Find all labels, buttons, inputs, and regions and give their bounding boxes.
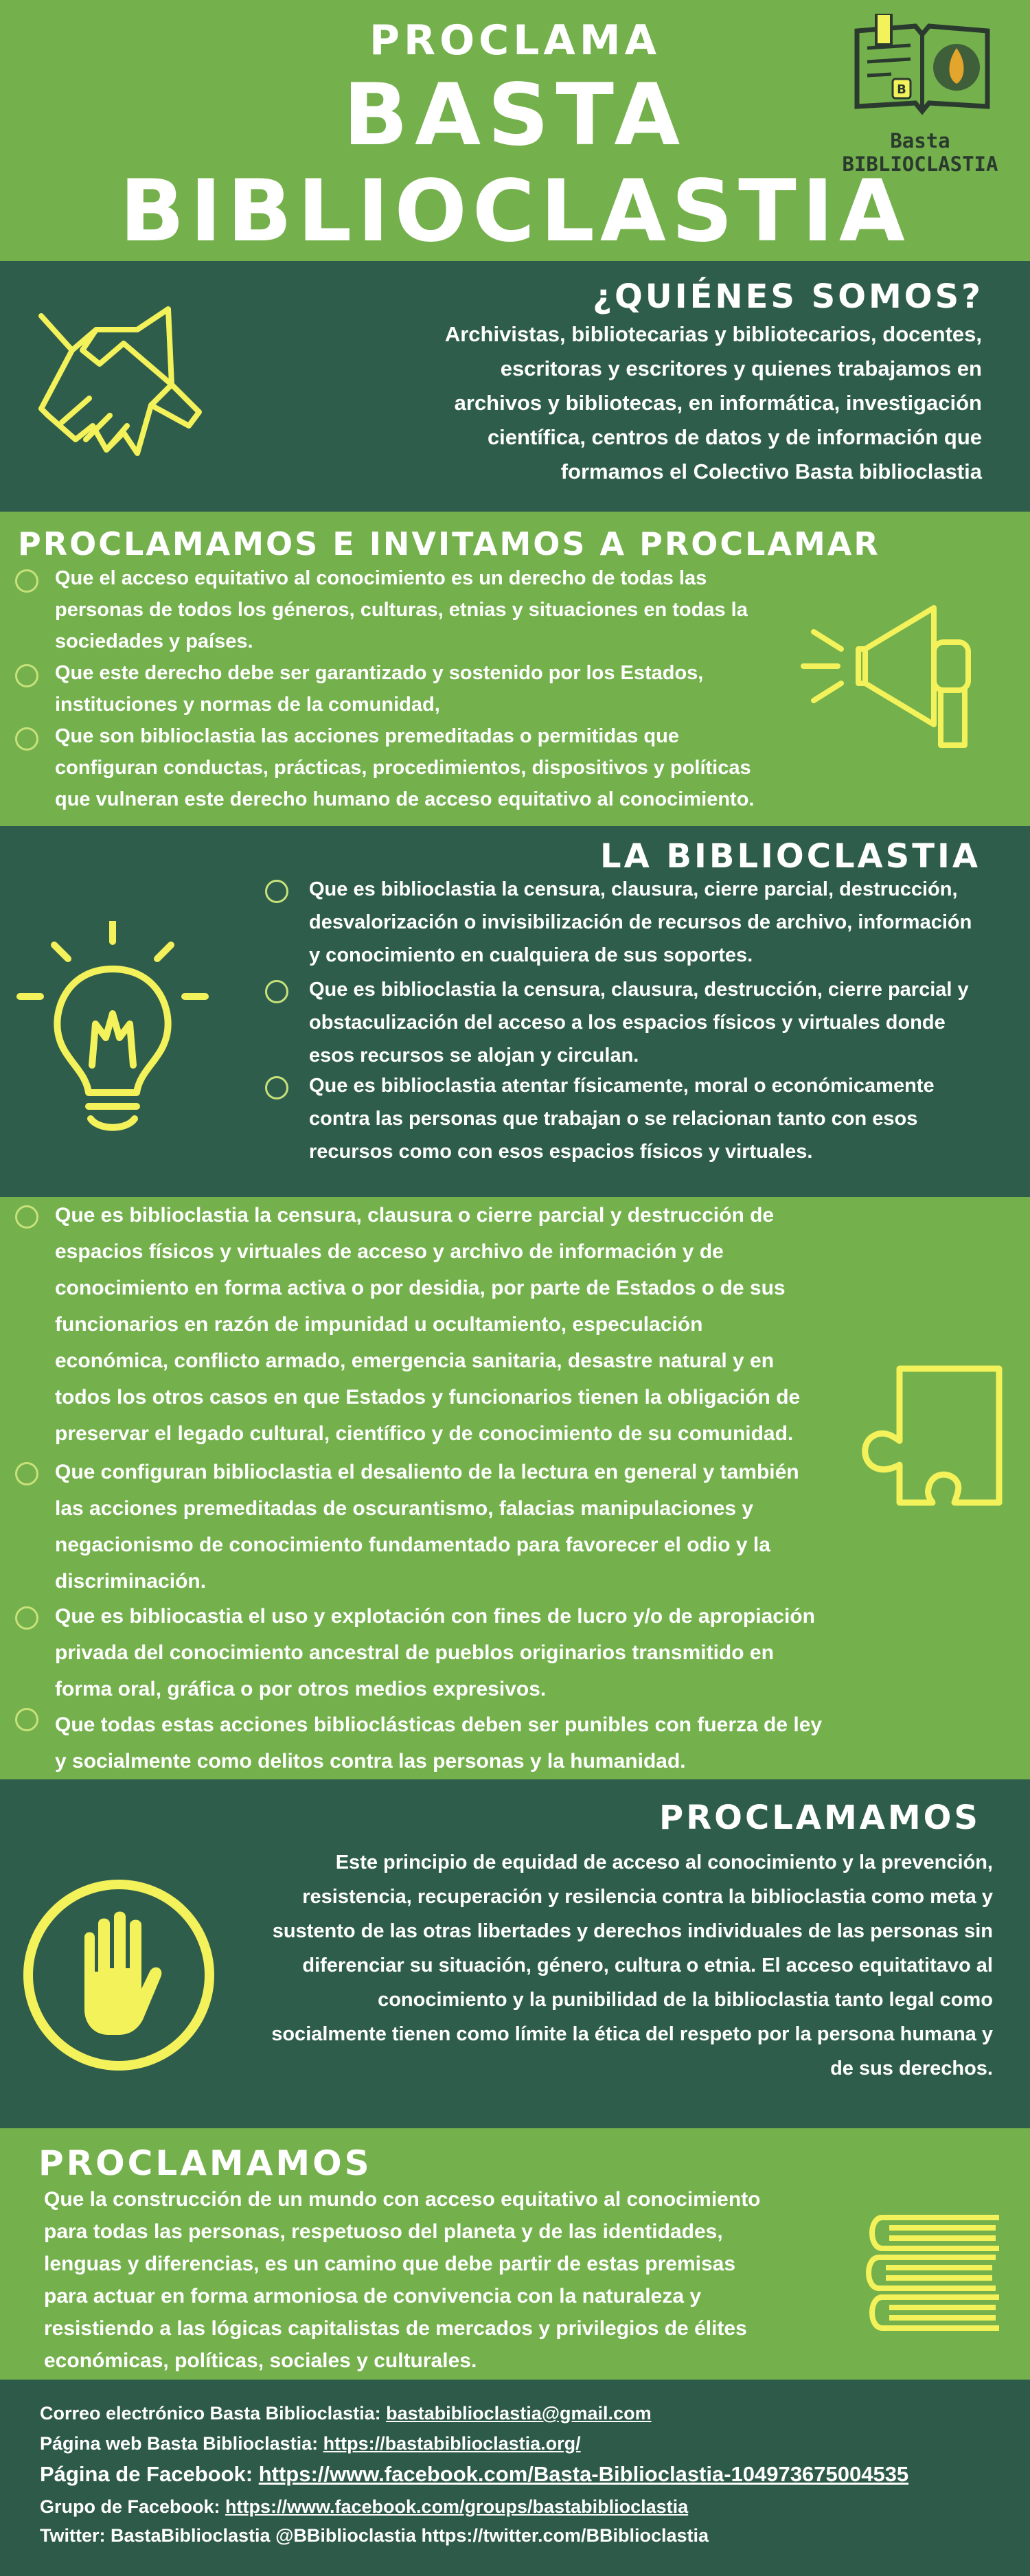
footer-fb-page-label: Página de Facebook: <box>40 2462 259 2486</box>
page-title-line1: BASTA <box>343 66 687 165</box>
proclamamos-line: para todas las personas, respetuoso del planeta y de las identidades, <box>44 2220 723 2243</box>
list-item <box>55 562 810 657</box>
logo-text: Basta BIBLIOCLASTIA <box>842 129 998 176</box>
list-item-line: contra las personas que trabajan o se relacionan tanto con esos <box>309 1108 918 1130</box>
logo <box>817 14 1023 176</box>
bullet-circle <box>15 1462 38 1485</box>
proclamamos-section-2 <box>0 2128 1030 2380</box>
email-link[interactable]: bastabiblioclastia@gmail.com <box>386 2403 652 2424</box>
list-item-line: y socialmente como delitos contra las personas y la humanidad. <box>55 1750 686 1773</box>
bullet-circle <box>265 980 288 1003</box>
proclamamos-invitamos-heading: PROCLAMAMOS E INVITAMOS A PROCLAMAR <box>18 525 880 562</box>
footer-facebook-group-row <box>40 2496 688 2518</box>
list-item-line: forma oral, gráfica o por otros medios expresivos. <box>55 1678 547 1700</box>
proclamamos-text-2 <box>44 2183 868 2377</box>
quienes-line: escritoras y escritores y quienes trabajamos en <box>500 356 982 380</box>
list-item-line: esos recursos se alojan y circulan. <box>309 1045 639 1067</box>
list-item-line: y conocimiento en cualquiera de sus soportes. <box>309 944 753 966</box>
quienes-line: científica, centros de datos y de información que <box>487 425 982 449</box>
list-item-line: Que todas estas acciones biblioclásticas deben ser punibles con fuerza de ley <box>55 1713 823 1736</box>
bullet-circle <box>15 1708 38 1731</box>
list-item-line: Que es biblioclastia la censura, clausura o cierre parcial y destrucción de <box>55 1204 775 1227</box>
list-item-line: Que el acceso equitativo al conocimiento es un derecho de todas las <box>55 567 707 589</box>
open-book-logo-icon <box>850 14 994 117</box>
handshake-icon <box>34 302 220 467</box>
list-item-line: las acciones premeditadas de oscurantismo, falacias manipulaciones y <box>55 1497 754 1520</box>
puzzle-piece-icon <box>851 1362 1006 1516</box>
list-item-line: personas de todos los géneros, culturas, etnias y situaciones en todas la <box>55 599 748 621</box>
list-item-line: preservar el legado cultural, científico y de conocimiento de su comunidad. <box>55 1422 794 1445</box>
list-item-line: que vulneran este derecho humano de acceso equitativo al conocimiento. <box>55 788 755 810</box>
list-item <box>55 1454 865 1599</box>
proclamamos-line: sustento de las otras libertades y derechos individuales de las personas sin <box>272 1920 993 1942</box>
proclamamos-line: económicas, políticas, sociales y culturales. <box>44 2349 477 2372</box>
list-item-line: todos los otros casos en que Estados y funcionarios tienen la obligación de <box>55 1386 801 1409</box>
quienes-heading: ¿QUIÉNES SOMOS? <box>593 277 983 316</box>
list-item-line: conocimiento en forma activa o por desidia, por parte de Estados o de sus <box>55 1277 786 1299</box>
header-kicker: PROCLAMA <box>369 16 661 65</box>
proclamamos-line: de sus derechos. <box>830 2058 993 2079</box>
proclamamos-line: resistiendo a las lógicas capitalistas de mercados y privilegios de élites <box>44 2317 747 2340</box>
footer-section <box>0 2380 1030 2576</box>
proclamamos-line: Que la construcción de un mundo con acceso equitativo al conocimiento <box>44 2188 761 2211</box>
list-item-line: negacionismo de conocimiento fundamentado para favorecer el odio y la <box>55 1534 770 1556</box>
bullet-circle <box>15 1205 38 1229</box>
stop-hand-icon <box>19 1876 218 2075</box>
proclamamos-heading-1: PROCLAMAMOS <box>659 1799 981 1837</box>
list-item-line: discriminación. <box>55 1570 207 1593</box>
list-item <box>309 873 1016 972</box>
bullet-circle <box>15 664 38 687</box>
proclamamos-invitamos-section <box>0 512 1030 826</box>
footer-facebook-page-row <box>40 2462 908 2487</box>
proclamamos-line: resistencia, recuperación y resilencia contra la biblioclastia como meta y <box>302 1886 993 1908</box>
page-title-line2: BIBLIOCLASTIA <box>119 162 911 261</box>
list-item-line: recursos como con esos espacios físicos y virtuales. <box>309 1141 813 1163</box>
list-item <box>55 1197 865 1452</box>
list-item <box>55 1707 906 1779</box>
proclamamos-line: socialmente tienen como límite la ética del respeto por la persona humana y <box>271 2023 993 2045</box>
lightbulb-icon <box>16 921 209 1134</box>
proclamamos-heading-2: PROCLAMAMOS <box>38 2143 372 2183</box>
list-item <box>55 720 824 815</box>
facebook-page-link[interactable]: https://www.facebook.com/Basta-Biblioclastia-104973675004535 <box>258 2462 909 2486</box>
footer-web-row <box>40 2433 581 2454</box>
list-item-line: privada del conocimiento ancestral de pueblos originarios transmitido en <box>55 1641 774 1664</box>
quienes-line: Archivistas, bibliotecarias y bibliotecarios, docentes, <box>444 322 982 346</box>
footer-email-row <box>40 2403 652 2424</box>
bullet-circle <box>15 569 38 593</box>
bullet-circle <box>265 1076 288 1099</box>
megaphone-icon <box>797 594 1009 752</box>
bullet-circle <box>15 1606 38 1630</box>
list-item-line: Que configuran biblioclastia el desaliento de la lectura en general y también <box>55 1461 799 1483</box>
list-item-line: desvalorización o invisibilización de recursos de archivo, información <box>309 911 972 933</box>
list-item <box>55 1598 879 1707</box>
list-item-line: espacios físicos y virtuales de acceso y archivo de información y de <box>55 1240 724 1263</box>
proclamamos-line: Este principio de equidad de acceso al conocimiento y la prevención, <box>335 1851 993 1873</box>
stacked-books-icon <box>862 2211 1006 2341</box>
footer-twitter-row[interactable]: Twitter: BastaBiblioclastia @BBiblioclastia https://twitter.com/BBiblioclastia <box>40 2525 709 2546</box>
la-biblioclastia-section <box>0 826 1030 1197</box>
quienes-somos-section <box>0 261 1030 512</box>
proclamamos-text-1 <box>203 1845 993 2086</box>
list-item-line: Que es biblioclastia la censura, clausura, destrucción, cierre parcial y <box>309 979 969 1001</box>
bullet-circle <box>265 880 288 903</box>
list-item-line: configuran conductas, prácticas, procedimientos, dispositivos y políticas <box>55 757 751 779</box>
list-item <box>309 973 1016 1072</box>
list-item-line: obstaculización del acceso a los espacios físicos y virtuales donde <box>309 1012 946 1034</box>
biblioclastia-heading: LA BIBLIOCLASTIA <box>599 837 981 876</box>
proclamamos-line: diferenciar su situación, género, cultura o etnia. El acceso equitatitavo al <box>302 1954 993 1976</box>
logo-book-letter: B <box>897 82 906 97</box>
list-item-line: funcionarios en razón de impunidad u ocultamiento, especulación <box>55 1313 703 1336</box>
proclamamos-section-1 <box>0 1779 1030 2128</box>
list-item <box>309 1069 1016 1168</box>
biblioclastia-more-section <box>0 1197 1030 1779</box>
list-item-line: sociedades y países. <box>55 630 253 652</box>
quienes-line: archivos y bibliotecas, en informática, investigación <box>454 391 982 415</box>
bullet-circle <box>15 727 38 751</box>
list-item-line: instituciones y normas de la comunidad, <box>55 694 440 716</box>
quienes-text <box>295 317 982 489</box>
header-section <box>0 0 1030 261</box>
list-item-line: económica, conflicto armado, emergencia sanitaria, desastre natural y en <box>55 1349 775 1372</box>
proclamamos-line: para actuar en forma armoniosa de convivencia con la naturaleza y <box>44 2285 702 2307</box>
list-item-line: Que este derecho debe ser garantizado y sostenido por los Estados, <box>55 662 704 684</box>
list-item <box>55 657 810 720</box>
facebook-group-link[interactable]: https://www.facebook.com/groups/bastabiblioclastia <box>225 2496 689 2517</box>
proclamamos-line: conocimiento y la punibilidad de la biblioclastia tanto legal como <box>378 1989 993 2011</box>
proclamamos-line: lenguas y diferencias, es un camino que debe partir de estas premisas <box>44 2253 736 2275</box>
footer-web-label: Página web Basta Biblioclastia: <box>40 2433 323 2454</box>
list-item-line: Que es biblioclastia la censura, clausura, cierre parcial, destrucción, <box>309 878 958 900</box>
quienes-line: formamos el Colectivo Basta biblioclastia <box>560 459 982 483</box>
footer-email-label: Correo electrónico Basta Biblioclastia: <box>40 2403 387 2424</box>
list-item-line: Que son biblioclastia las acciones premeditadas o permitidas que <box>55 725 679 747</box>
list-item-line: Que es biblioclastia atentar físicamente, moral o económicamente <box>309 1075 935 1097</box>
list-item-line: Que es bibliocastia el uso y explotación con fines de lucro y/o de apropiación <box>55 1605 815 1628</box>
website-link[interactable]: https://bastabiblioclastia.org/ <box>323 2433 581 2454</box>
footer-fb-group-label: Grupo de Facebook: <box>40 2496 226 2517</box>
